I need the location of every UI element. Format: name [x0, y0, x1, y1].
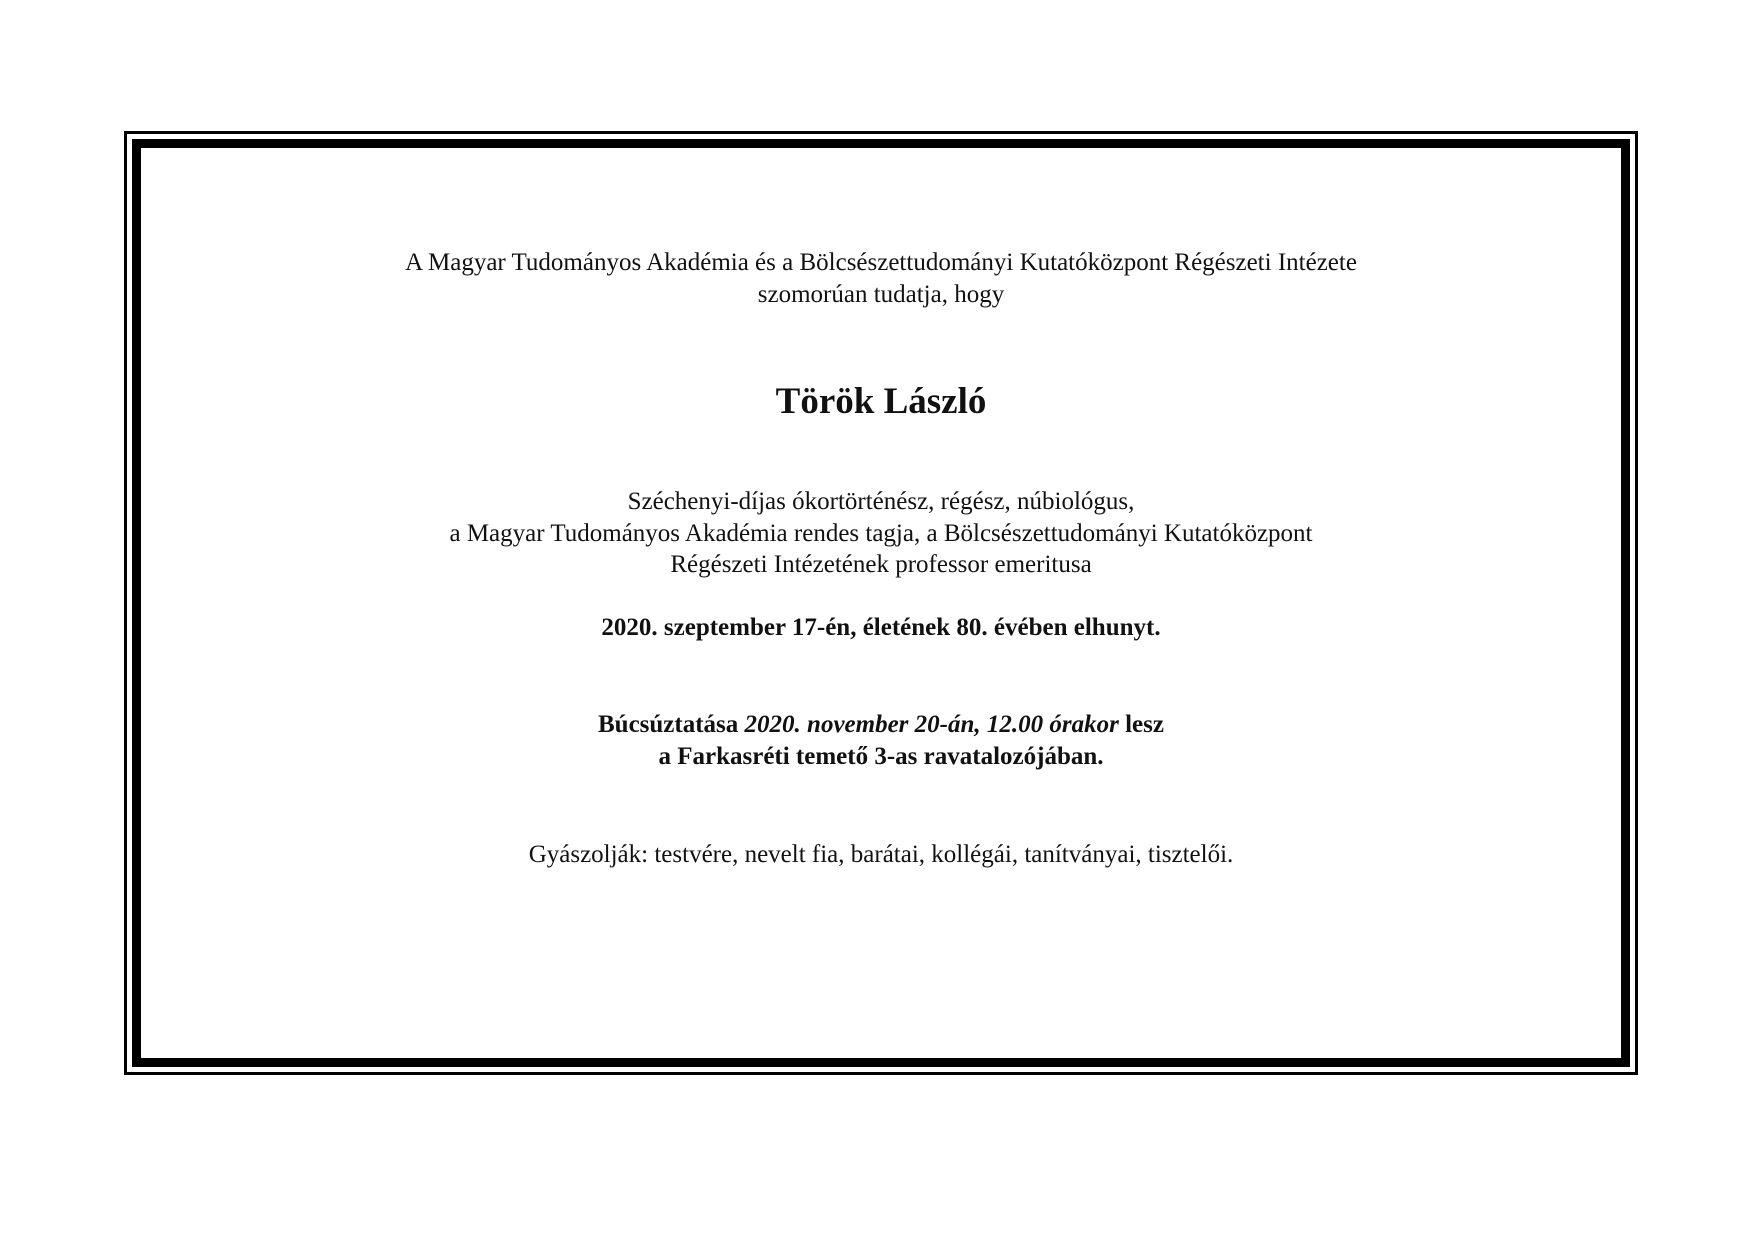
funeral-datetime: 2020. november 20-án, 12.00 órakor — [744, 711, 1119, 738]
funeral-line-1 — [141, 708, 1621, 742]
titles-line-3: Régészeti Intézetének professor emeritusa — [670, 551, 1092, 578]
titles-line-2: a Magyar Tudományos Akadémia rendes tagja, a Bölcsészettudományi Kutatóközpont — [449, 520, 1313, 547]
titles-line-1: Széchenyi-díjas ókortörténész, régész, núbiológus, — [627, 488, 1135, 515]
funeral-prefix: Búcsúztatása — [598, 711, 745, 738]
deceased-name: Török László — [775, 381, 987, 422]
funeral-place: a Farkasréti temető 3-as ravatalozójában. — [658, 743, 1104, 770]
death-announcement: 2020. szeptember 17-én, életének 80. évében elhunyt. — [601, 614, 1161, 641]
funeral-suffix: lesz — [1118, 711, 1164, 738]
intro-line-1: A Magyar Tudományos Akadémia és a Bölcsészettudományi Kutatóközpont Régészeti Intézete — [405, 249, 1357, 276]
obituary-notice — [141, 148, 1621, 1058]
intro-line-2: szomorúan tudatja, hogy — [757, 281, 1005, 308]
mourners-line: Gyászolják: testvére, nevelt fia, barátai, kollégái, tanítványai, tisztelői. — [528, 841, 1234, 868]
